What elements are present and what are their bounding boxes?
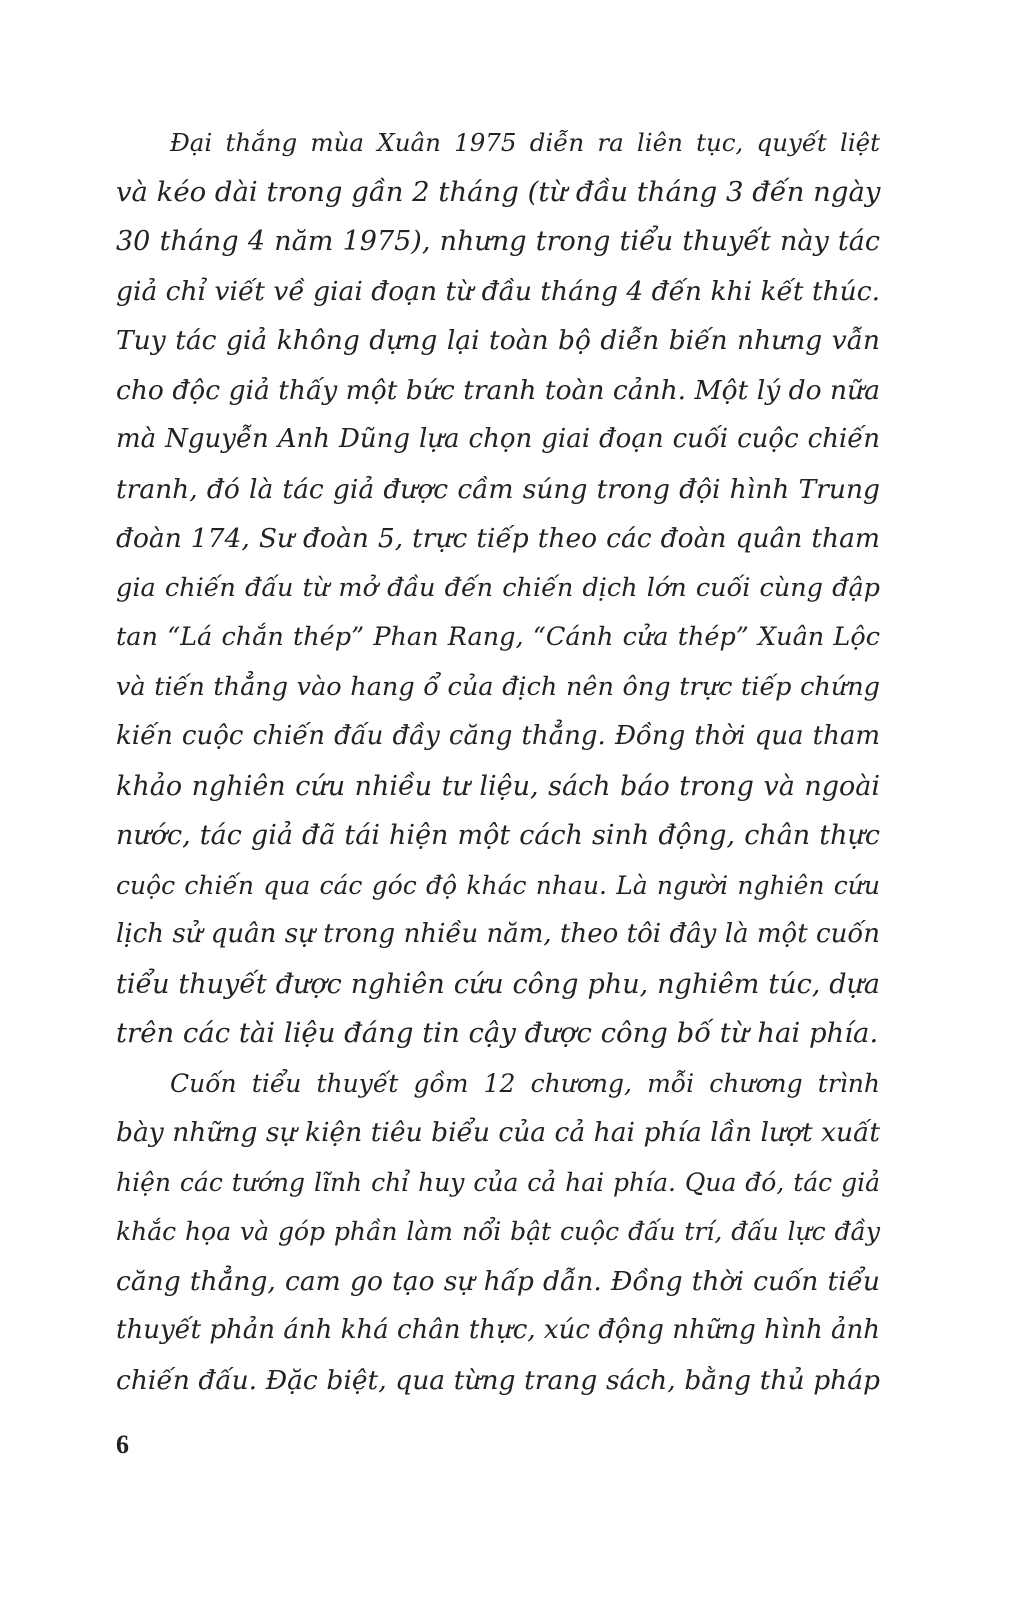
text-line: cho độc giả thấy một bức tranh toàn cảnh. Một lý do nữa: [116, 374, 880, 406]
text-line: tiểu thuyết được nghiên cứu công phu, nghiêm túc, dựa: [116, 968, 880, 1000]
text-line: 30 tháng 4 năm 1975), nhưng trong tiểu thuyết này tác: [116, 226, 880, 257]
text-line: Tuy tác giả không dựng lại toàn bộ diễn biến nhưng vẫn: [116, 325, 880, 356]
text-line: kiến cuộc chiến đấu đầy căng thẳng. Đồng thời qua tham: [116, 721, 880, 751]
text-line: nước, tác giả đã tái hiện một cách sinh động, chân thực: [116, 820, 880, 851]
text-line: và tiến thẳng vào hang ổ của địch nên ông trực tiếp chứng: [116, 671, 880, 702]
body-text: [116, 118, 880, 1405]
text-line: tan “Lá chắn thép” Phan Rang, “Cánh cửa thép” Xuân Lộc: [116, 622, 880, 652]
text-line: gia chiến đấu từ mở đầu đến chiến dịch lớn cuối cùng đập: [116, 572, 880, 603]
text-line: giả chỉ viết về giai đoạn từ đầu tháng 4 đến khi kết thúc.: [116, 275, 880, 307]
text-line: và kéo dài trong gần 2 tháng (từ đầu tháng 3 đến ngày: [116, 175, 881, 208]
text-line: Cuốn tiểu thuyết gồm 12 chương, mỗi chương trình: [170, 1068, 880, 1098]
text-line: đoàn 174, Sư đoàn 5, trực tiếp theo các đoàn quân tham: [116, 523, 880, 554]
text-line: bày những sự kiện tiêu biểu của cả hai phía lần lượt xuất: [116, 1117, 880, 1148]
paragraph-2: [116, 1059, 880, 1406]
text-line: Đại thắng mùa Xuân 1975 diễn ra liên tục, quyết liệt: [170, 128, 880, 157]
page-number: 6: [116, 1430, 129, 1459]
text-line: mà Nguyễn Anh Dũng lựa chọn giai đoạn cuối cuộc chiến: [116, 424, 880, 454]
text-line: cuộc chiến qua các góc độ khác nhau. Là người nghiên cứu: [116, 870, 880, 900]
text-line: trên các tài liệu đáng tin cậy được công bố từ hai phía.: [116, 1017, 879, 1049]
paragraph-1: [116, 118, 880, 1059]
text-line: lịch sử quân sự trong nhiều năm, theo tôi đây là một cuốn: [116, 919, 880, 949]
text-line: chiến đấu. Đặc biệt, qua từng trang sách, bằng thủ pháp: [116, 1364, 880, 1396]
text-line: hiện các tướng lĩnh chỉ huy của cả hai phía. Qua đó, tác giả: [116, 1167, 880, 1197]
text-line: khắc họa và góp phần làm nổi bật cuộc đấu trí, đấu lực đầy: [116, 1217, 880, 1246]
text-line: khảo nghiên cứu nhiều tư liệu, sách báo trong và ngoài: [116, 770, 880, 802]
text-line: căng thẳng, cam go tạo sự hấp dẫn. Đồng thời cuốn tiểu: [116, 1265, 880, 1297]
text-line: thuyết phản ánh khá chân thực, xúc động những hình ảnh: [116, 1315, 880, 1345]
text-line: tranh, đó là tác giả được cầm súng trong đội hình Trung: [116, 473, 880, 505]
